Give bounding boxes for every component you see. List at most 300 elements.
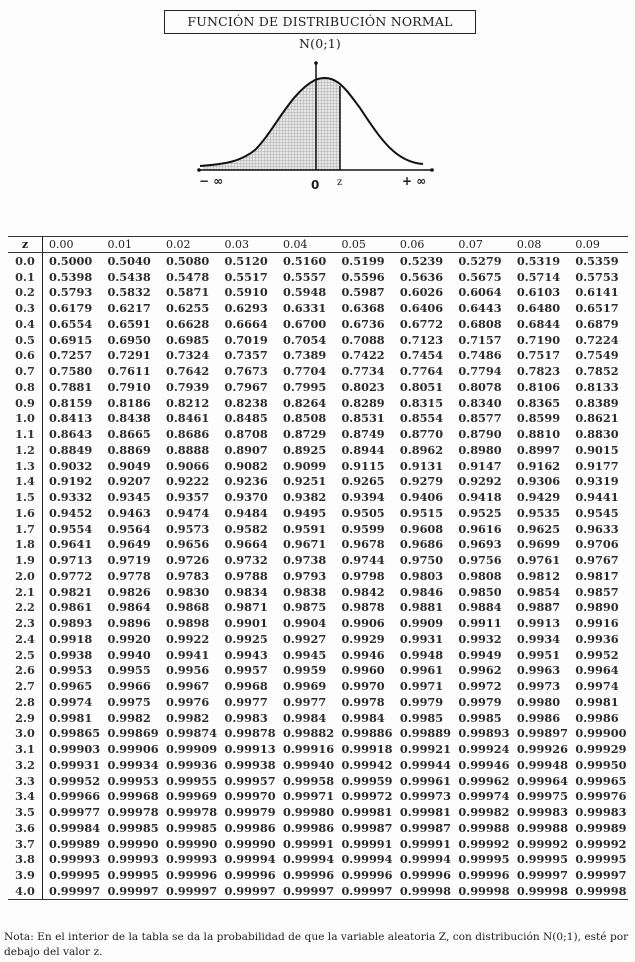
z-value: 3.2	[8, 757, 43, 773]
probability-cell: 0.99968	[107, 789, 159, 804]
probability-cell: 0.99993	[165, 852, 218, 867]
probability-cell: 0.9968	[224, 679, 268, 694]
probability-cell: 0.8708	[224, 427, 268, 442]
probability-cell: 0.7157	[458, 332, 502, 347]
z-value: 0.5	[8, 332, 43, 348]
probability-cell: 0.8962	[399, 442, 444, 457]
probability-cell: 0.7088	[341, 332, 385, 347]
probability-cell: 0.9686	[399, 537, 444, 552]
probability-cell: 0.7486	[458, 348, 502, 363]
probability-cell: 0.99957	[224, 773, 276, 788]
probability-cell: 0.9525	[458, 505, 502, 520]
probability-cell: 0.9974	[49, 694, 93, 709]
probability-cell: 0.9699	[516, 537, 561, 552]
probability-cell: 0.5517	[224, 269, 268, 284]
probability-cell: 0.9965	[49, 679, 93, 694]
probability-cell: 0.99948	[516, 757, 568, 772]
probability-cell: 0.9953	[49, 663, 93, 678]
probability-cell: 0.9798	[341, 568, 385, 583]
probability-cell: 0.9599	[341, 521, 385, 536]
probability-cell: 0.99964	[516, 773, 568, 788]
probability-cell: 0.8264	[282, 395, 327, 410]
table-row	[8, 678, 628, 694]
probability-cell: 0.7389	[282, 348, 327, 363]
probability-cell: 0.99975	[516, 789, 568, 804]
probability-cell: 0.9940	[107, 647, 151, 662]
probability-cell: 0.6480	[516, 301, 561, 316]
probability-cell: 0.99942	[341, 757, 393, 772]
probability-cell: 0.8980	[458, 442, 502, 457]
probability-cell: 0.5398	[49, 269, 93, 284]
probability-cell: 0.8106	[516, 379, 561, 394]
probability-cell: 0.99978	[107, 805, 159, 820]
probability-cell: 0.9955	[107, 663, 151, 678]
probability-cell: 0.9484	[224, 505, 268, 520]
probability-cell: 0.7357	[224, 348, 268, 363]
probability-cell: 0.7611	[107, 364, 151, 379]
probability-cell: 0.99988	[458, 820, 510, 835]
probability-cell: 0.9767	[575, 553, 619, 568]
probability-cell: 0.9625	[516, 521, 561, 536]
probability-cell: 0.9192	[49, 474, 93, 489]
probability-cell: 0.9793	[282, 568, 327, 583]
z-value: 3.0	[8, 726, 43, 742]
probability-cell: 0.99992	[575, 836, 627, 851]
probability-cell: 0.9977	[282, 694, 327, 709]
probability-cell: 0.9564	[107, 521, 151, 536]
table-row	[8, 411, 628, 427]
probability-cell: 0.7580	[49, 364, 93, 379]
probability-cell: 0.99993	[49, 852, 101, 867]
z-value: 2.3	[8, 615, 43, 631]
probability-cell: 0.9616	[458, 521, 502, 536]
probability-cell: 0.9834	[224, 584, 268, 599]
probability-cell: 0.9982	[107, 710, 151, 725]
probability-cell: 0.6179	[49, 301, 93, 316]
probability-cell: 0.9370	[224, 490, 268, 505]
probability-cell: 0.9656	[165, 537, 210, 552]
table-row	[8, 726, 628, 742]
probability-cell: 0.9738	[282, 553, 327, 568]
probability-cell: 0.9115	[341, 458, 385, 473]
probability-cell: 0.99994	[399, 852, 452, 867]
probability-cell: 0.9732	[224, 553, 268, 568]
probability-cell: 0.8944	[341, 442, 385, 457]
probability-cell: 0.9976	[165, 694, 210, 709]
table-row	[8, 804, 628, 820]
probability-cell: 0.9916	[575, 616, 619, 631]
minus-infinity-label: − ∞	[199, 174, 224, 188]
probability-cell: 0.7422	[341, 348, 385, 363]
probability-cell: 0.8365	[516, 395, 561, 410]
probability-cell: 0.9515	[399, 505, 444, 520]
probability-cell: 0.99998	[394, 883, 452, 899]
probability-cell: 0.99882	[282, 726, 335, 741]
probability-cell: 0.9713	[49, 553, 93, 568]
probability-cell: 0.5675	[458, 269, 502, 284]
probability-cell: 0.9049	[107, 458, 151, 473]
probability-cell: 0.99969	[165, 789, 218, 804]
probability-cell: 0.9938	[49, 647, 93, 662]
probability-cell: 0.99903	[49, 742, 101, 757]
probability-cell: 0.99997	[575, 868, 627, 883]
column-header: 0.05	[335, 237, 393, 253]
z-value: 1.7	[8, 521, 43, 537]
probability-cell: 0.5279	[458, 253, 502, 268]
table-row	[8, 458, 628, 474]
probability-cell: 0.6517	[575, 301, 619, 316]
probability-cell: 0.99874	[165, 726, 218, 741]
probability-cell: 0.9984	[341, 710, 385, 725]
z-value: 2.5	[8, 647, 43, 663]
z-label: z	[337, 177, 343, 188]
probability-cell: 0.9788	[224, 568, 268, 583]
probability-cell: 0.99997	[277, 883, 335, 899]
probability-cell: 0.9984	[282, 710, 327, 725]
probability-cell: 0.9817	[575, 568, 619, 583]
probability-cell: 0.5120	[224, 253, 268, 268]
probability-cell: 0.5478	[165, 269, 210, 284]
probability-cell: 0.9896	[107, 616, 151, 631]
probability-cell: 0.9960	[341, 663, 385, 678]
z-value: 1.6	[8, 505, 43, 521]
probability-cell: 0.6664	[224, 316, 268, 331]
probability-cell: 0.7054	[282, 332, 327, 347]
probability-cell: 0.8686	[165, 427, 210, 442]
probability-cell: 0.9545	[575, 505, 619, 520]
probability-cell: 0.6141	[575, 285, 619, 300]
probability-cell: 0.7190	[516, 332, 561, 347]
column-header: 0.07	[452, 237, 510, 253]
probability-cell: 0.8849	[49, 442, 93, 457]
probability-cell: 0.9978	[341, 694, 385, 709]
probability-cell: 0.9222	[165, 474, 210, 489]
probability-cell: 0.6772	[399, 316, 444, 331]
probability-cell: 0.99986	[282, 820, 335, 835]
probability-cell: 0.8869	[107, 442, 151, 457]
probability-cell: 0.9941	[165, 647, 210, 662]
probability-cell: 0.5832	[107, 285, 151, 300]
probability-cell: 0.9948	[399, 647, 444, 662]
probability-cell: 0.99893	[458, 726, 510, 741]
probability-cell: 0.99998	[452, 883, 510, 899]
probability-cell: 0.9959	[282, 663, 327, 678]
probability-cell: 0.8749	[341, 427, 385, 442]
probability-cell: 0.99931	[49, 757, 101, 772]
probability-cell: 0.99990	[107, 836, 159, 851]
table-row	[8, 552, 628, 568]
z-value: 3.1	[8, 741, 43, 757]
probability-cell: 0.9838	[282, 584, 327, 599]
probability-cell: 0.6026	[399, 285, 444, 300]
probability-cell: 0.8315	[399, 395, 444, 410]
probability-cell: 0.9803	[399, 568, 444, 583]
probability-cell: 0.7291	[107, 348, 151, 363]
column-header: 0.04	[277, 237, 335, 253]
z-value: 0.9	[8, 395, 43, 411]
probability-cell: 0.99978	[165, 805, 218, 820]
probability-cell: 0.9357	[165, 490, 210, 505]
probability-cell: 0.9842	[341, 584, 385, 599]
probability-cell: 0.9966	[107, 679, 151, 694]
probability-cell: 0.8790	[458, 427, 502, 442]
probability-cell: 0.9251	[282, 474, 327, 489]
probability-cell: 0.9949	[458, 647, 502, 662]
probability-cell: 0.9821	[49, 584, 93, 599]
probability-cell: 0.99990	[224, 836, 276, 851]
probability-cell: 0.5199	[341, 253, 385, 268]
probability-cell: 0.7967	[224, 379, 268, 394]
probability-cell: 0.9633	[575, 521, 619, 536]
probability-cell: 0.5793	[49, 285, 93, 300]
probability-cell: 0.9608	[399, 521, 444, 536]
probability-cell: 0.99886	[341, 726, 393, 741]
probability-cell: 0.9808	[458, 568, 502, 583]
probability-cell: 0.8577	[458, 411, 502, 426]
probability-cell: 0.5596	[341, 269, 385, 284]
probability-cell: 0.9971	[399, 679, 444, 694]
z-value: 0.4	[8, 316, 43, 332]
column-header: 0.09	[569, 237, 628, 253]
probability-cell: 0.99996	[399, 868, 452, 883]
probability-cell: 0.6064	[458, 285, 502, 300]
z-value: 3.3	[8, 773, 43, 789]
z-value: 0.2	[8, 285, 43, 301]
z-value: 1.2	[8, 442, 43, 458]
table-row	[8, 663, 628, 679]
probability-cell: 0.7764	[399, 364, 444, 379]
probability-cell: 0.8212	[165, 395, 210, 410]
z-value: 2.0	[8, 568, 43, 584]
table-row	[8, 348, 628, 364]
probability-cell: 0.9904	[282, 616, 327, 631]
table-row	[8, 568, 628, 584]
probability-cell: 0.8599	[516, 411, 561, 426]
z-value: 2.9	[8, 710, 43, 726]
probability-cell: 0.9857	[575, 584, 619, 599]
footnote: Nota: En el interior de la tabla se da la probabilidad de que la variable aleatoria Z, con distribución N(0;1), esté por debajo del valor z.	[4, 931, 629, 958]
table-row	[8, 757, 628, 773]
table-row	[8, 285, 628, 301]
table-row	[8, 820, 628, 836]
probability-cell: 0.9573	[165, 521, 210, 536]
probability-cell: 0.9761	[516, 553, 561, 568]
probability-cell: 0.99991	[341, 836, 393, 851]
probability-cell: 0.99944	[399, 757, 452, 772]
probability-cell: 0.9909	[399, 616, 444, 631]
probability-cell: 0.9664	[224, 537, 268, 552]
probability-cell: 0.8554	[399, 411, 444, 426]
probability-cell: 0.9982	[165, 710, 210, 725]
probability-cell: 0.9429	[516, 490, 561, 505]
probability-cell: 0.6103	[516, 285, 561, 300]
probability-cell: 0.9931	[399, 631, 444, 646]
probability-cell: 0.8888	[165, 442, 210, 457]
probability-cell: 0.9162	[516, 458, 561, 473]
probability-cell: 0.5557	[282, 269, 327, 284]
probability-cell: 0.7123	[399, 332, 444, 347]
z-value: 0.6	[8, 348, 43, 364]
probability-cell: 0.9279	[399, 474, 444, 489]
probability-cell: 0.99990	[165, 836, 218, 851]
z-value: 0.0	[8, 253, 43, 269]
probability-cell: 0.99976	[575, 789, 627, 804]
table-row	[8, 615, 628, 631]
probability-cell: 0.9977	[224, 694, 268, 709]
probability-cell: 0.99980	[282, 805, 335, 820]
probability-cell: 0.99955	[165, 773, 218, 788]
probability-cell: 0.6950	[107, 332, 151, 347]
probability-cell: 0.99913	[224, 742, 276, 757]
probability-cell: 0.9934	[516, 631, 561, 646]
probability-cell: 0.5080	[165, 253, 210, 268]
probability-cell: 0.5987	[341, 285, 385, 300]
probability-cell: 0.8438	[107, 411, 151, 426]
probability-cell: 0.99965	[575, 773, 627, 788]
table-row	[8, 584, 628, 600]
probability-cell: 0.9893	[49, 616, 93, 631]
table-row	[8, 631, 628, 647]
probability-cell: 0.5636	[399, 269, 444, 284]
probability-cell: 0.9441	[575, 490, 619, 505]
table-row	[8, 426, 628, 442]
probability-cell: 0.9936	[575, 631, 619, 646]
z-value: 1.4	[8, 474, 43, 490]
probability-cell: 0.99918	[341, 742, 393, 757]
table-row	[8, 694, 628, 710]
probability-cell: 0.99938	[224, 757, 276, 772]
probability-cell: 0.9345	[107, 490, 151, 505]
probability-cell: 0.9591	[282, 521, 327, 536]
probability-cell: 0.9332	[49, 490, 93, 505]
probability-cell: 0.8907	[224, 442, 268, 457]
table-row	[8, 395, 628, 411]
probability-cell: 0.99996	[341, 868, 393, 883]
probability-cell: 0.99992	[458, 836, 510, 851]
z-value: 2.4	[8, 631, 43, 647]
probability-cell: 0.5160	[282, 253, 327, 268]
probability-cell: 0.9961	[399, 663, 444, 678]
probability-cell: 0.8461	[165, 411, 210, 426]
probability-cell: 0.99906	[107, 742, 159, 757]
probability-cell: 0.9952	[575, 647, 619, 662]
z-value: 1.9	[8, 552, 43, 568]
probability-cell: 0.99924	[458, 742, 510, 757]
probability-cell: 0.99995	[49, 868, 101, 883]
column-header: 0.03	[218, 237, 276, 253]
table-row	[8, 789, 628, 805]
probability-cell: 0.9099	[282, 458, 327, 473]
probability-cell: 0.9972	[458, 679, 502, 694]
probability-cell: 0.7673	[224, 364, 268, 379]
table-row	[8, 379, 628, 395]
probability-cell: 0.99897	[516, 726, 568, 741]
probability-cell: 0.99996	[282, 868, 335, 883]
probability-cell: 0.9985	[458, 710, 502, 725]
probability-cell: 0.9898	[165, 616, 210, 631]
probability-cell: 0.99995	[458, 852, 510, 867]
probability-cell: 0.9463	[107, 505, 151, 520]
probability-cell: 0.8485	[224, 411, 268, 426]
probability-cell: 0.99952	[49, 773, 101, 788]
table-row	[8, 867, 628, 883]
probability-cell: 0.6628	[165, 316, 210, 331]
probability-cell: 0.7704	[282, 364, 327, 379]
probability-cell: 0.9812	[516, 568, 561, 583]
probability-cell: 0.9783	[165, 568, 210, 583]
z-value: 1.1	[8, 426, 43, 442]
probability-cell: 0.5948	[282, 285, 327, 300]
table-row	[8, 710, 628, 726]
probability-cell: 0.9474	[165, 505, 210, 520]
z-value: 3.9	[8, 867, 43, 883]
probability-cell: 0.8389	[575, 395, 619, 410]
probability-cell: 0.9975	[107, 694, 151, 709]
probability-cell: 0.99900	[575, 726, 627, 741]
probability-cell: 0.9979	[458, 694, 502, 709]
probability-cell: 0.6808	[458, 316, 502, 331]
probability-cell: 0.9983	[224, 710, 268, 725]
probability-cell: 0.8665	[107, 427, 151, 442]
probability-cell: 0.7324	[165, 348, 210, 363]
probability-cell: 0.99971	[282, 789, 335, 804]
probability-cell: 0.99909	[165, 742, 218, 757]
table-row	[8, 332, 628, 348]
probability-cell: 0.8531	[341, 411, 385, 426]
probability-cell: 0.9671	[282, 537, 327, 552]
probability-cell: 0.99983	[516, 805, 568, 820]
probability-cell: 0.99936	[165, 757, 218, 772]
probability-cell: 0.99987	[341, 820, 393, 835]
probability-cell: 0.99940	[282, 757, 335, 772]
probability-cell: 0.9985	[399, 710, 444, 725]
probability-cell: 0.8238	[224, 395, 268, 410]
probability-cell: 0.99989	[49, 836, 101, 851]
probability-cell: 0.9066	[165, 458, 210, 473]
z-value: 0.1	[8, 269, 43, 285]
probability-cell: 0.99966	[49, 789, 101, 804]
probability-cell: 0.99865	[49, 726, 101, 741]
page-title: FUNCIÓN DE DISTRIBUCIÓN NORMAL N(0;1)	[164, 10, 476, 34]
probability-cell: 0.99989	[575, 820, 627, 835]
probability-cell: 0.99982	[458, 805, 510, 820]
z-value: 3.4	[8, 789, 43, 805]
probability-cell: 0.9943	[224, 647, 268, 662]
z-value: 1.3	[8, 458, 43, 474]
probability-cell: 0.7549	[575, 348, 619, 363]
probability-cell: 0.99988	[516, 820, 568, 835]
probability-cell: 0.99998	[569, 883, 628, 899]
probability-cell: 0.9850	[458, 584, 502, 599]
z-value: 2.2	[8, 600, 43, 616]
probability-cell: 0.99961	[399, 773, 452, 788]
probability-cell: 0.99994	[282, 852, 335, 867]
probability-cell: 0.9890	[575, 600, 619, 615]
probability-cell: 0.99983	[575, 805, 627, 820]
probability-cell: 0.99997	[43, 883, 102, 899]
probability-cell: 0.99986	[224, 820, 276, 835]
probability-cell: 0.9032	[49, 458, 93, 473]
probability-cell: 0.9495	[282, 505, 327, 520]
probability-cell: 0.7852	[575, 364, 619, 379]
probability-cell: 0.6406	[399, 301, 444, 316]
column-header: 0.02	[160, 237, 218, 253]
probability-cell: 0.9147	[458, 458, 502, 473]
probability-cell: 0.9951	[516, 647, 561, 662]
probability-cell: 0.9641	[49, 537, 93, 552]
probability-cell: 0.5359	[575, 253, 619, 268]
probability-cell: 0.9706	[575, 537, 619, 552]
